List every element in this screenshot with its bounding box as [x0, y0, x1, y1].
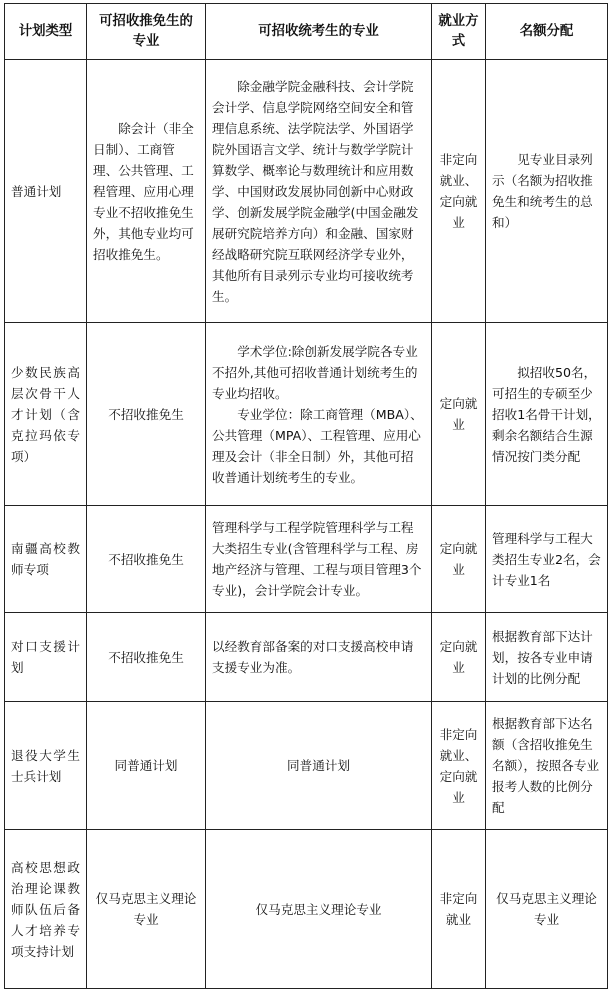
- general-majors-cell: 同普通计划: [206, 702, 432, 830]
- header-employment: 就业方式: [432, 4, 486, 60]
- quota-cell: [486, 60, 608, 323]
- general-majors-cell: [206, 323, 432, 506]
- general-majors-cell: 管理科学与工程学院管理科学与工程大类招生专业(含管理科学与工程、房地产经济与管理、工程与项目管理3个专业)，会计学院会计专业。: [206, 506, 432, 613]
- header-plan-type: 计划类型: [5, 4, 87, 60]
- exempt-majors-cell: 不招收推免生: [87, 323, 206, 506]
- exempt-majors-cell: [87, 60, 206, 323]
- quota-cell: 仅马克思主义理论专业: [486, 830, 608, 989]
- table-header-row: [5, 4, 608, 60]
- exempt-majors-cell: 不招收推免生: [87, 506, 206, 613]
- quota-cell: [486, 323, 608, 506]
- plan-type-cell: 少数民族高层次骨干人才计划（含克拉玛依专项）: [5, 323, 87, 506]
- general-majors-cell: 仅马克思主义理论专业: [206, 830, 432, 989]
- plan-type-cell: 普通计划: [5, 60, 87, 323]
- enrollment-plan-table: [4, 3, 608, 989]
- general-majors-academic-text: 学术学位:除创新发展学院各专业不招外,其他可招收普通计划统考生的专业均招收。: [212, 343, 418, 401]
- table-row: [5, 506, 608, 613]
- exempt-majors-text: 除会计（非全日制）、工商管理、公共管理、工程管理、应用心理专业不招收推免生外，其他专业均可招收推免生。: [93, 120, 194, 262]
- quota-text: 拟招收50名，可招生的专硕至少招收1名骨干计划，剩余名额结合生源情况按门类分配: [492, 364, 601, 464]
- quota-text: 见专业目录列示（名额为招收推免生和统考生的总和）: [492, 152, 593, 230]
- general-majors-cell: [206, 60, 432, 323]
- header-exempt-majors: 可招收推免生的专业: [87, 4, 206, 60]
- table-row: [5, 830, 608, 989]
- plan-type-cell: 退役大学生士兵计划: [5, 702, 87, 830]
- employment-cell: 定向就业: [432, 613, 486, 702]
- quota-cell: 管理科学与工程大类招生专业2名，会计专业1名: [486, 506, 608, 613]
- employment-cell: 非定向就业: [432, 830, 486, 989]
- table-row: [5, 702, 608, 830]
- exempt-majors-cell: 同普通计划: [87, 702, 206, 830]
- plan-type-cell: 高校思想政治理论课教师队伍后备人才培养专项支持计划: [5, 830, 87, 989]
- plan-type-cell: 对口支援计划: [5, 613, 87, 702]
- quota-cell: 根据教育部下达名额（含招收推免生名额），按照各专业报考人数的比例分配: [486, 702, 608, 830]
- employment-cell: 定向就业: [432, 323, 486, 506]
- employment-cell: 定向就业: [432, 506, 486, 613]
- table-row: [5, 60, 608, 323]
- plan-type-cell: 南疆高校教师专项: [5, 506, 87, 613]
- exempt-majors-cell: 不招收推免生: [87, 613, 206, 702]
- general-majors-cell: 以经教育部备案的对口支援高校申请支援专业为准。: [206, 613, 432, 702]
- table-row: [5, 323, 608, 506]
- general-majors-professional-text: 专业学位：除工商管理（MBA）、公共管理（MPA）、工程管理、应用心理及会计（非全日制）外，其他可招收普通计划统考生的专业。: [212, 406, 423, 485]
- general-majors-text: 除金融学院金融科技、会计学院会计学、信息学院网络空间安全和管理信息系统、法学院法学、外国语学院外国语言文学、统计与数学学院计算数学、概率论与数理统计和应用数学、中国财政发展协同创新中心财政学、创新发展学院金融学(中国金融发展研究院培养方向）和金融、国家财经战略研究院互联网经济学专业外，其他所有目录列示专业均可接收统考生。: [212, 78, 419, 304]
- exempt-majors-cell: 仅马克思主义理论专业: [87, 830, 206, 989]
- employment-cell: 非定向就业、定向就业: [432, 60, 486, 323]
- table-row: [5, 613, 608, 702]
- header-general-majors: 可招收统考生的专业: [206, 4, 432, 60]
- employment-cell: 非定向就业、定向就业: [432, 702, 486, 830]
- quota-cell: 根据教育部下达计划，按各专业申请计划的比例分配: [486, 613, 608, 702]
- header-quota: 名额分配: [486, 4, 608, 60]
